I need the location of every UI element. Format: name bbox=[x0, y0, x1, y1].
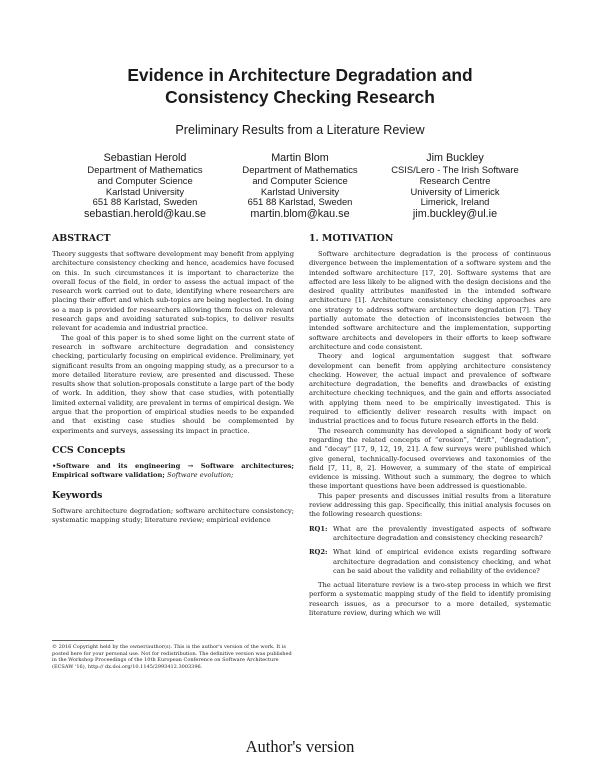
keywords-heading: Keywords bbox=[52, 489, 103, 501]
author-2 bbox=[225, 152, 375, 221]
author-affiliation-line: Department of Mathematics bbox=[242, 164, 358, 175]
author-affiliation-line: University of Limerick bbox=[410, 185, 500, 197]
rq1-text: What are the prevalently investigated aspects of software architecture degradation and consistency checking research? bbox=[333, 524, 551, 542]
copyright-notice bbox=[52, 640, 294, 670]
author-affiliation-line: Department of Mathematics bbox=[87, 164, 203, 175]
ccs-heading: CCS Concepts bbox=[52, 444, 126, 456]
ccs-bullet: • bbox=[52, 461, 57, 470]
research-question-1 bbox=[309, 525, 551, 544]
motivation-paragraph-2: Theory and logical argumentation suggest that software development can benefit from applying architecture consistency checking. However, the actual impact and prevalence of software architecture degradation, the benefits and drawbacks of existing architecture checking techniques, and the gain and efforts associated with applying them need to be empirically investigated. This is required to efficiently deliver research results with impact on industrial practices and to focus future research efforts in the field. bbox=[309, 352, 551, 426]
ccs-bold-text: Software and its engineering → Software architectures; Empirical software validation; bbox=[52, 461, 294, 480]
motivation-paragraph-3: The research community has developed a significant body of work regarding the related concepts of “erosion”, “drift”, “degradation”, and “decay” [17, 9, 12, 19, 21]. A few surveys were published which give general, technically-focused overviews and taxonomies of the field [7, 11, 8, 2]. However, a summary of the state of empirical evidence is missing. Without such a summary, the degree to which these important questions have been addressed is questionable. bbox=[309, 426, 551, 491]
left-column bbox=[52, 233, 294, 525]
author-email: jim.buckley@ul.ie bbox=[412, 208, 498, 221]
right-column bbox=[309, 233, 551, 618]
author-name: Jim Buckley bbox=[426, 152, 484, 164]
author-affiliation-line: Research Centre bbox=[419, 174, 491, 186]
rq2-label: RQ2: bbox=[309, 548, 328, 557]
author-affiliation-line: CSIS/Lero - The Irish Software bbox=[391, 164, 519, 175]
research-question-2 bbox=[309, 548, 551, 576]
ccs-italic-text: Software evolution; bbox=[164, 471, 234, 480]
motivation-paragraph-4: This paper presents and discusses initial results from a literature review addressing this gap. Specifically, this initial analysis focuses on the following research questions: bbox=[309, 491, 551, 519]
author-affiliation-line: and Computer Science bbox=[97, 174, 193, 186]
motivation-heading: 1. MOTIVATION bbox=[309, 233, 394, 244]
author-name: Martin Blom bbox=[271, 152, 329, 164]
author-affiliation-line: Limerick, Ireland bbox=[420, 196, 490, 208]
author-email: sebastian.herold@kau.se bbox=[83, 208, 206, 221]
title-line-2: Consistency Checking Research bbox=[165, 87, 435, 107]
author-3 bbox=[380, 152, 530, 221]
footnote-rule bbox=[52, 640, 114, 641]
paper-title bbox=[60, 64, 540, 108]
motivation-paragraph-5: The actual literature review is a two-step process in which we first perform a systematic mapping study of the field to identify promising research issues, as a precursor to a more detailed, systematic literature review, during which we will bbox=[309, 581, 551, 617]
author-affiliation-line: Karlstad University bbox=[260, 185, 340, 197]
author-affiliation-line: 651 88 Karlstad, Sweden bbox=[247, 196, 353, 208]
abstract-paragraph-1: Theory suggests that software development may benefit from applying architecture consistency checking and hence, academics have focused on this. In such circumstances it is important to characterize the overall focus of the field, in order to assess the actual impact of the research work carried out to date, identifying where researchers are placing their effort and which sub-topics are being neglected. In doing so a map is provided for researchers allowing them focus on relevant research gaps and avoiding saturated sub-topics, to deliver results relevant for academia and industrial practice. bbox=[52, 250, 294, 333]
author-email: martin.blom@kau.se bbox=[250, 208, 350, 221]
rq2-text: What kind of empirical evidence exists regarding software architecture degradation and consistency checking, and what can be said about the validity and reliability of the evidence? bbox=[333, 548, 551, 575]
author-affiliation-line: 651 88 Karlstad, Sweden bbox=[92, 196, 198, 208]
author-1 bbox=[70, 152, 220, 221]
author-name: Sebastian Herold bbox=[103, 152, 187, 164]
title-line-1: Evidence in Architecture Degradation and bbox=[127, 65, 473, 85]
author-version-footer: Author's version bbox=[245, 737, 355, 756]
ccs-concepts bbox=[52, 462, 294, 481]
motivation-paragraph-1: Software architecture degradation is the process of continuous divergence between the implementation of a software system and the intended software architecture [17, 20]. Software systems that are affected are less likely to be aligned with the design decisions and the desired quality attributes manifested in the intended software architecture [1]. Architecture consistency checking approaches are one strategy to address software architecture degradation [7]. They partially automate the detection of inconsistencies between the intended software architecture and the implementation, supporting software architects and developers in their efforts to keep software architecture and code consistent. bbox=[309, 250, 551, 351]
author-affiliation-line: Karlstad University bbox=[105, 185, 185, 197]
paper-subtitle: Preliminary Results from a Literature Review bbox=[175, 123, 425, 137]
author-affiliation-line: and Computer Science bbox=[252, 174, 348, 186]
rq1-label: RQ1: bbox=[309, 524, 328, 533]
keywords-text: Software architecture degradation; software architecture consistency; systematic mapping study; literature review; empirical evidence bbox=[52, 506, 294, 524]
copyright-text: © 2016 Copyright held by the owner/author(s). This is the author's version of the work. It is posted here for your personal use. Not for redistribution. The definitive version was published in the Workshop Proceedings of the 10th European Conference on Software Architecture (ECSAW '16), http:// dx.doi.org/10.1145/2993412.3003396. bbox=[52, 644, 292, 670]
abstract-paragraph-2: The goal of this paper is to shed some light on the current state of research in software architecture degradation and consistency checking, particularly focusing on empirical evidence. Preliminary, yet significant results from an ongoing mapping study, as a precursor to a more detailed literature review, are presented and discussed. These results show that solution-proposals constitute a large part of the body of work. In addition, they show that case studies, with potentially limited external validity, are prevalent in terms of empirical design. We argue that the proportion of empirical studies needs to be expanded and that existing case studies should be complemented by experiments and surveys, assessing its impact in practice. bbox=[52, 333, 294, 435]
abstract-heading: ABSTRACT bbox=[52, 233, 111, 244]
author-block bbox=[70, 152, 530, 221]
